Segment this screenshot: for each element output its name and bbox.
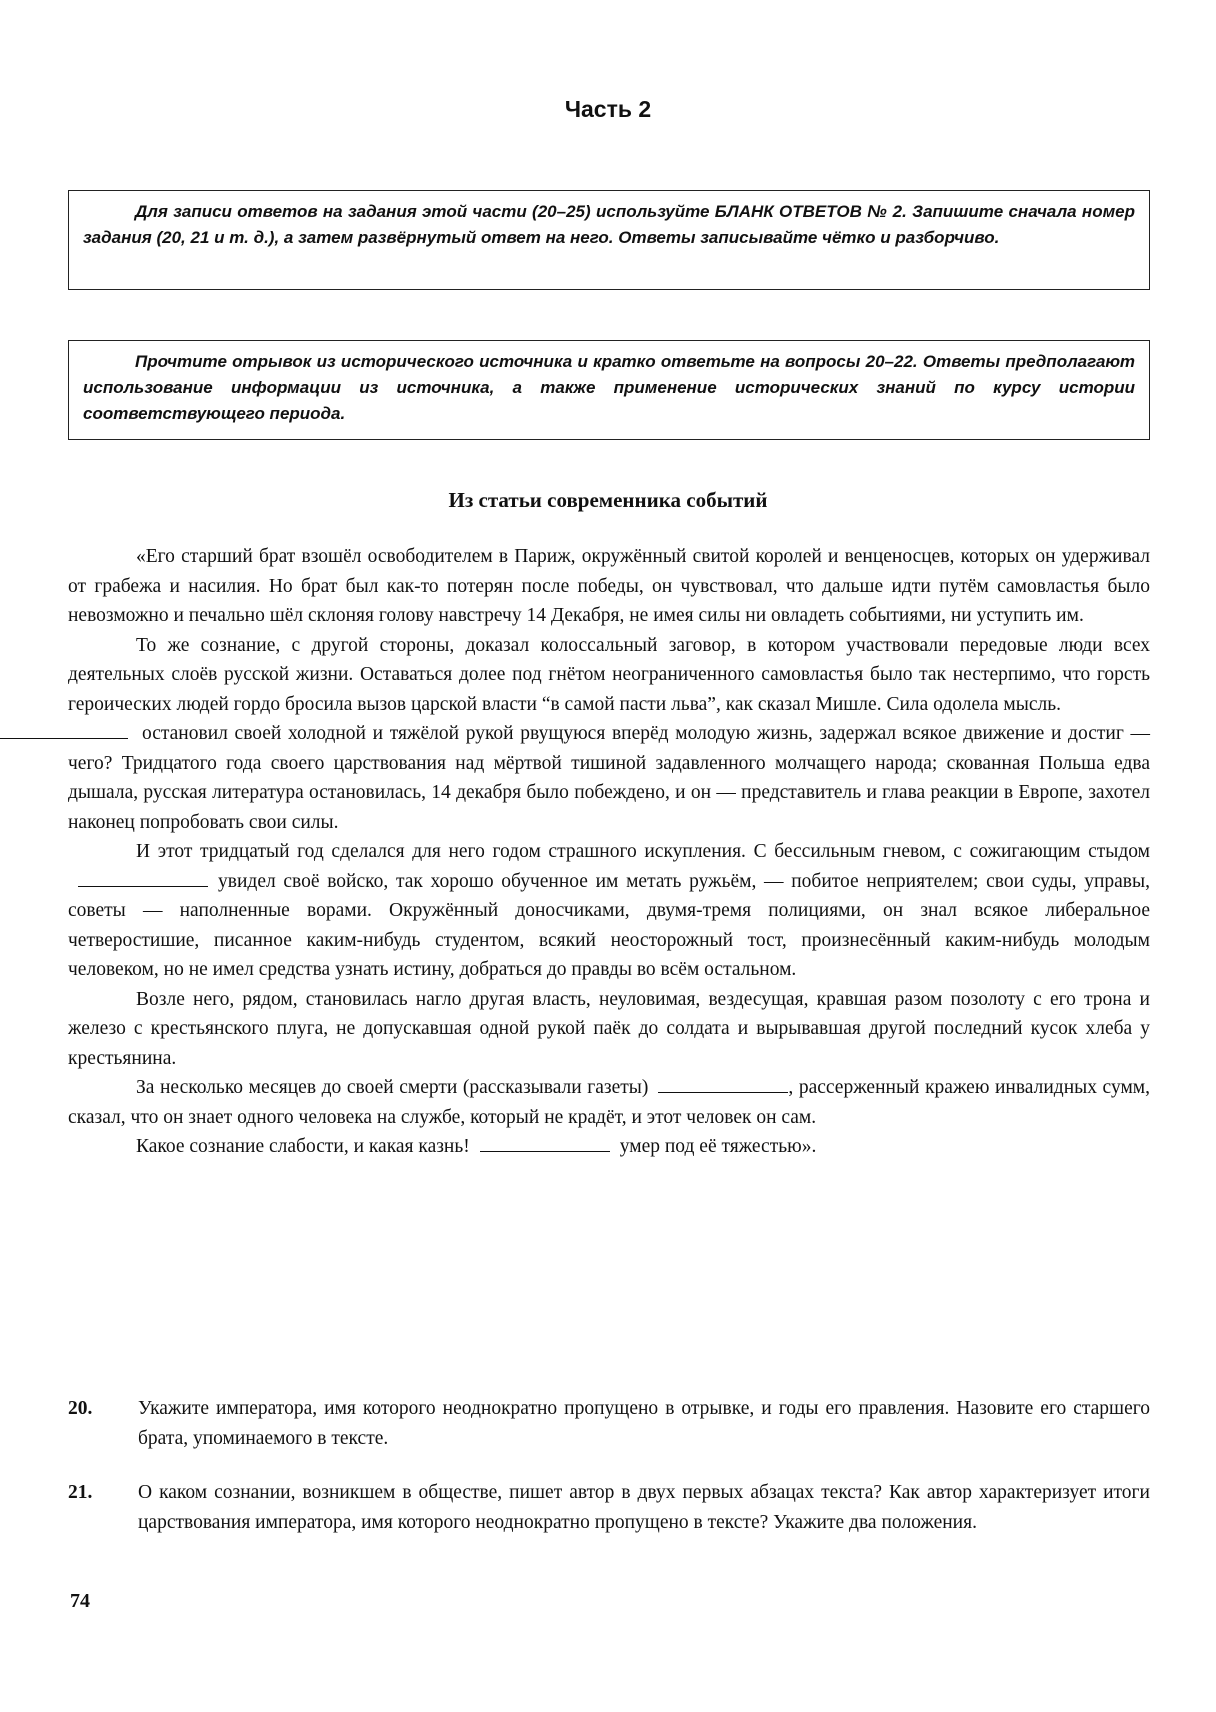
- missing-name-blank: [78, 868, 208, 887]
- missing-name-blank: [480, 1133, 610, 1152]
- excerpt-paragraph: [68, 1073, 1150, 1132]
- page-number: 74: [70, 1590, 90, 1612]
- page-title: Часть 2: [564, 96, 652, 122]
- question-number: 21.: [68, 1482, 93, 1503]
- source-task-instructions: Прочтите отрывок из исторического источника и кратко ответьте на вопросы 20–22. Ответы предполагают использование информации из источника, а также применение исторических знаний по курсу истории соответствующего периода.: [68, 340, 1150, 440]
- question-number: 20.: [68, 1398, 93, 1419]
- answer-form-instructions: Для записи ответов на задания этой части (20–25) используйте БЛАНК ОТВЕТОВ № 2. Запишите сначала номер задания (20, 21 и т. д.), а затем развёрнутый ответ на него. Ответы записывайте чётко и разборчиво.: [68, 190, 1150, 290]
- excerpt-paragraph: [68, 1132, 1150, 1162]
- excerpt-text: То же сознание, с другой стороны, доказал колоссальный заговор, в котором участвовали передовые люди всех деятельных слоёв русской жизни. Оставаться долее под гнётом неограниченного самовластья было так нестерпимо, что горсть героических людей гордо бросила вызов царской власти “в самой пасти льва”, как сказал Мишле. Сила одолела мысль.: [68, 634, 1150, 715]
- excerpt-text: Какое сознание слабости, и какая казнь!: [136, 1136, 470, 1157]
- source-excerpt: [68, 542, 1150, 1162]
- question-text: О каком сознании, возникшем в обществе, пишет автор в двух первых абзацах текста? Как автор характеризует итоги царствования императора, имя которого неоднократно пропущено в тексте? Укажите два положения.: [138, 1482, 1150, 1533]
- question-20: [68, 1394, 1150, 1453]
- excerpt-text: увидел своё войско, так хорошо обученное им метать ружьём, — побитое неприятелем; свои суды, управы, советы — наполненные ворами. Окружённый доносчиками, двумя-тремя полициями, он знал всякое либеральное четверостишие, писанное каким-нибудь студентом, всякий неосторожный тост, произнесённый каким-нибудь молодым человеком, но не имел средства узнать истину, добраться до правды во всём остальном.: [68, 870, 1150, 980]
- source-title: Из статьи современника событий: [448, 488, 768, 512]
- excerpt-paragraph: «Его старший брат взошёл освободителем в Париж, окружённый свитой королей и венценосцев, которых он удерживал от грабежа и насилия. Но брат был как-то потерян после победы, он чувствовал, что дальше идти путём самовластья было невозможно и печально шёл склоняя голову навстречу 14 Декабря, не имея силы ни овладеть событиями, ни уступить им.: [68, 546, 1150, 626]
- excerpt-text: И этот тридцатый год сделался для него годом страшного искупления. С бессильным гневом, с сожигающим стыдом: [136, 841, 1150, 862]
- question-21: [68, 1478, 1150, 1537]
- excerpt-paragraph: [68, 631, 1150, 838]
- excerpt-paragraph: Возле него, рядом, становилась нагло другая власть, неуловимая, вездесущая, кравшая разом позолоту с его трона и железо с крестьянского плуга, не допускавшая одной рукой паёк до солдата и вырывавшая другой последний кусок хлеба у крестьянина.: [68, 988, 1150, 1069]
- excerpt-paragraph: [68, 837, 1150, 985]
- question-text: Укажите императора, имя которого неоднократно пропущено в отрывке, и годы его правления. Назовите его старшего брата, упоминаемого в тексте.: [138, 1398, 1150, 1449]
- missing-name-blank: [658, 1074, 788, 1093]
- missing-name-blank: [0, 720, 128, 739]
- excerpt-text: умер под её тяжестью».: [619, 1136, 817, 1157]
- excerpt-text: , рассерженный кражею инвалидных сумм, сказал, что он знает одного человека на службе, который не крадёт, и этот человек он сам.: [68, 1077, 1150, 1128]
- excerpt-text: За несколько месяцев до своей смерти (рассказывали газеты): [136, 1077, 649, 1098]
- excerpt-text: остановил своей холодной и тяжёлой рукой рвущуюся вперёд молодую жизнь, задержал всякое движение и достиг — чего? Тридцатого года своего царствования над мёртвой тишиной задавленного молчащего народа; скованная Польша едва дышала, русская литература остановилась, 14 декабря было побеждено, и он — представитель и глава реакции в Европе, захотел наконец попробовать свои силы.: [68, 723, 1150, 833]
